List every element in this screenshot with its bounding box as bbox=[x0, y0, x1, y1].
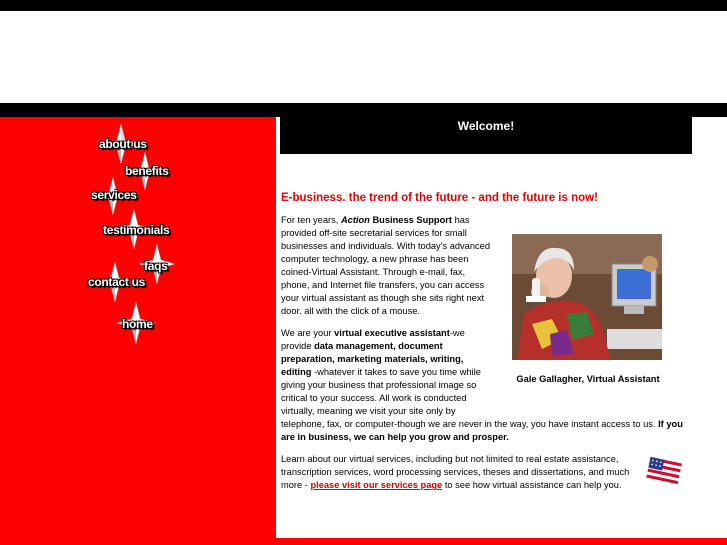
nav-testimonials[interactable]: testimonials bbox=[103, 223, 170, 237]
page-headline: E-business. the trend of the future - and the future is now! bbox=[281, 192, 598, 204]
brand-rest: Business Support bbox=[369, 215, 452, 225]
welcome-title: Welcome! bbox=[457, 119, 515, 133]
text: has provided off-site secretarial services for small businesses and individuals. With today's advanced computer technology, a new phrase has been coined-Virtual Assistant. Through e-mail, fax, phone, and Internet file transfers, you can access your virtual assistant as though she sits right next door. all with the click of a mouse. bbox=[281, 215, 491, 316]
text-bold: data management, document preparation, marketing materials, writing, editing bbox=[281, 341, 464, 377]
black-band bbox=[0, 103, 727, 117]
nav-home[interactable]: home bbox=[122, 317, 153, 331]
assistant-photo bbox=[512, 234, 662, 360]
flag-icon bbox=[646, 454, 682, 488]
text: For ten years, bbox=[281, 215, 341, 225]
nav-services[interactable]: services bbox=[91, 188, 137, 202]
text: telephone, fax, or computer-though we are never in the way, you have instant access to us. bbox=[281, 419, 659, 429]
text: -whatever it takes to save you time while giving your business that professional image so critical to your success. All work is conducted virtually, meaning we visit your site only by bbox=[281, 367, 481, 416]
text: to see how virtual assistance can help you. bbox=[442, 480, 622, 490]
text: -we provide bbox=[281, 328, 465, 351]
text: Learn about our virtual services, including but not limited to real estate assistance, transcription services, word processing services, theses and dissertations, and much more - bbox=[281, 454, 630, 490]
photo-image bbox=[512, 234, 662, 360]
photo-caption: Gale Gallagher, Virtual Assistant bbox=[516, 374, 660, 384]
learn-paragraph bbox=[281, 453, 646, 492]
bottom-bar bbox=[276, 538, 727, 545]
text-bold: If you are in business, we can help you grow and prosper. bbox=[281, 419, 683, 442]
nav-faqs[interactable]: faqs bbox=[144, 259, 168, 273]
top-bar bbox=[0, 0, 727, 11]
services-paragraph bbox=[281, 327, 493, 418]
nav-about-us[interactable]: about us bbox=[99, 137, 147, 151]
brand-action: Action bbox=[340, 215, 370, 225]
services-paragraph-continued bbox=[281, 418, 686, 444]
text: We are your bbox=[281, 328, 335, 338]
services-page-link[interactable]: please visit our services page bbox=[310, 480, 443, 490]
text-bold: virtual executive assistant bbox=[334, 328, 450, 338]
banner bbox=[0, 11, 727, 103]
welcome-header bbox=[280, 117, 692, 154]
intro-paragraph bbox=[281, 214, 493, 318]
nav-contact-us[interactable]: contact us bbox=[88, 275, 146, 289]
nav-benefits[interactable]: benefits bbox=[125, 164, 169, 178]
